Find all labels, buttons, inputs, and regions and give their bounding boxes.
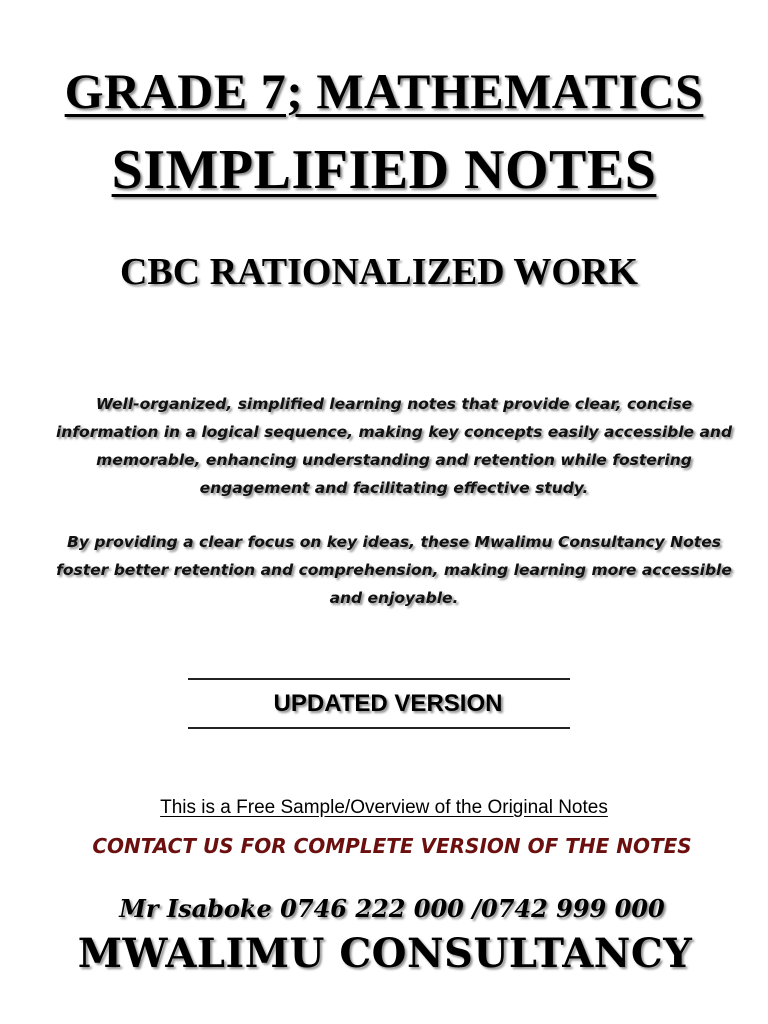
description-paragraph-1: Well-organized, simplified learning notes that provide clear, concise information in a logical sequence, making key concepts easily accessible and memorable, enhancing understanding and retention while fostering engagement and facilitating effective study. xyxy=(55,395,733,497)
contact-phone-line: Mr Isaboke 0746 222 000 /0742 999 000 xyxy=(119,894,665,923)
contact-call-to-action: CONTACT US FOR COMPLETE VERSION OF THE NOTES xyxy=(92,834,692,858)
document-title-line1 xyxy=(0,62,768,120)
title-line1-text: GRADE 7; MATHEMATICS xyxy=(64,63,704,119)
free-sample-note-text: This is a Free Sample/Overview of the Original Notes xyxy=(160,797,608,818)
brand-name: MWALIMU CONSULTANCY xyxy=(77,930,693,977)
free-sample-note xyxy=(0,797,768,819)
description-paragraph-2: By providing a clear focus on key ideas, these Mwalimu Consultancy Notes foster better retention and comprehension, making learning more accessible and enjoyable. xyxy=(56,533,732,607)
version-banner-top-rule xyxy=(188,678,570,680)
document-subtitle: CBC RATIONALIZED WORK xyxy=(119,251,638,293)
version-banner-label: UPDATED VERSION xyxy=(273,690,503,717)
version-banner-bottom-rule xyxy=(188,727,570,729)
document-title-line2 xyxy=(0,138,768,202)
title-line2-text: SIMPLIFIED NOTES xyxy=(111,139,657,201)
